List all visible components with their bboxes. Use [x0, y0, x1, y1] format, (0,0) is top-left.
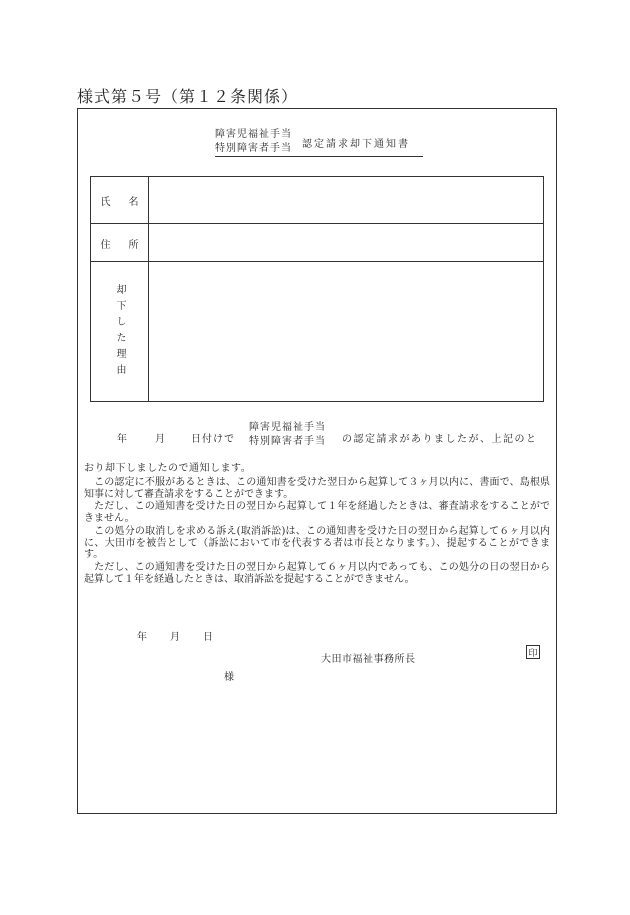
notice-benefit-2: 特別障害者手当 — [249, 436, 326, 447]
title-underline — [215, 156, 423, 157]
reason-label-cell — [91, 262, 148, 402]
name-row — [91, 177, 543, 223]
notice-year: 年 — [117, 434, 127, 445]
title-benefit-2: 特別障害者手当 — [215, 143, 292, 154]
notice-tail: の認定請求がありましたが、上記のと — [342, 434, 538, 445]
recipient-honorific: 様 — [224, 672, 234, 683]
name-label: 氏名 — [100, 196, 157, 208]
notice-month: 月 — [155, 434, 165, 445]
address-label-cell — [91, 224, 157, 262]
lawsuit-paragraph-2: ただし、この通知書を受けた日の翌日から起算して６ヶ月以内であっても、この処分の日の翌日から起算して１年を経過したときは、取消訴訟を提起することができません。 — [84, 562, 550, 585]
title-main: 認定請求却下通知書 — [302, 138, 410, 150]
appeal-paragraph-2: ただし、この通知書を受けた日の翌日から起算して１年を経過したときは、審査請求をすることができません。 — [84, 501, 550, 524]
address-row — [91, 223, 543, 261]
notice-day-suffix: 日付けで — [191, 434, 235, 445]
seal-mark: 印 — [526, 645, 540, 659]
info-table — [90, 176, 544, 402]
footer-month: 月 — [170, 632, 180, 643]
address-value[interactable] — [149, 224, 543, 262]
title-benefit-1: 障害児福祉手当 — [215, 129, 292, 140]
notice-line-1 — [84, 421, 554, 451]
form-number-label: 様式第５号（第１２条関係） — [77, 87, 299, 106]
footer-year: 年 — [137, 632, 147, 643]
footer-day: 日 — [203, 632, 213, 643]
lawsuit-paragraph-1: この処分の取消しを求める訴え(取消訴訟)は、この通知書を受けた日の翌日から起算して６ヶ月以内に、大田市を被告として（訴訟において市を代表する者は市長となります。）、提起することができます。 — [84, 526, 550, 560]
reason-label: 却下した理由 — [114, 284, 125, 380]
office-name: 大田市福祉事務所長 — [321, 654, 416, 665]
notice-benefit-stack — [249, 421, 326, 449]
title-benefit-stack — [215, 128, 292, 156]
name-value[interactable] — [149, 177, 543, 223]
reason-value[interactable] — [149, 262, 543, 402]
address-label: 住所 — [100, 239, 157, 251]
notice-line-2: おり却下しましたので通知します。 — [84, 463, 252, 474]
document-title — [215, 126, 410, 158]
notice-benefit-1: 障害児福祉手当 — [249, 422, 326, 433]
reason-row — [91, 261, 543, 401]
appeal-paragraph-1: この認定に不服があるときは、この通知書を受けた翌日から起算して３ヶ月以内に、書面で、島根県知事に対して審査請求をすることができます。 — [84, 477, 550, 500]
name-label-cell — [91, 177, 157, 223]
